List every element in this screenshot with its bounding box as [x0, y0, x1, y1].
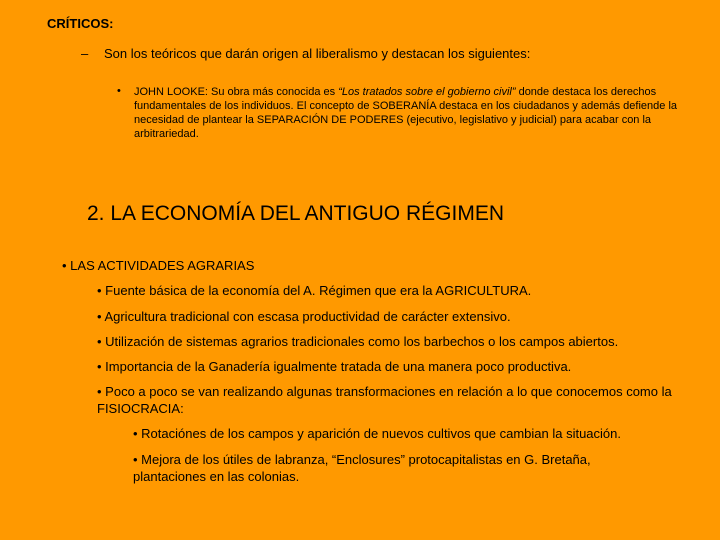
- sub-list-item: • Rotaciónes de los campos y aparición de nuevos cultivos que cambian la situación.: [133, 426, 621, 441]
- list-item: • Utilización de sistemas agrarios tradicionales como los barbechos o los campos abiertos.: [97, 334, 619, 349]
- locke-suffix: donde destaca los derechos fundamentales de los individuos. El concepto de SOBERANÍA destaca en los ciudadanos y además defiende la necesidad de plantear la SEPARACIÓN DE PODERES (ejecutivo, legislativo y judicial) para acabar con la arbitrariedad.: [134, 86, 678, 140]
- intro-text: Son los teóricos que darán origen al liberalismo y destacan los siguientes:: [104, 46, 531, 61]
- sub-list-item: • Mejora de los útiles de labranza, “Enclosures” protocapitalistas en G. Bretaña, plantaciones en las colonias.: [133, 452, 591, 484]
- locke-bullet: •: [117, 85, 121, 97]
- locke-prefix: JOHN LOOKE: Su obra más conocida es: [134, 86, 339, 98]
- list-item: • Agricultura tradicional con escasa productividad de carácter extensivo.: [97, 309, 511, 324]
- section-heading: 2. LA ECONOMÍA DEL ANTIGUO RÉGIMEN: [87, 202, 504, 225]
- dash-bullet: –: [81, 46, 89, 61]
- criticos-heading: CRÍTICOS:: [47, 16, 114, 31]
- list-item: • Fuente básica de la economía del A. Régimen que era la AGRICULTURA.: [97, 283, 532, 298]
- list-item: • Poco a poco se van realizando algunas transformaciones en relación a lo que conocemos como la FISIOCRACIA:: [97, 384, 672, 416]
- locke-paragraph: [134, 85, 679, 141]
- subheading-actividades: • LAS ACTIVIDADES AGRARIAS: [62, 258, 255, 273]
- locke-work-title: “Los tratados sobre el gobierno civil”: [338, 86, 516, 98]
- list-item: • Importancia de la Ganadería igualmente tratada de una manera poco productiva.: [97, 359, 572, 374]
